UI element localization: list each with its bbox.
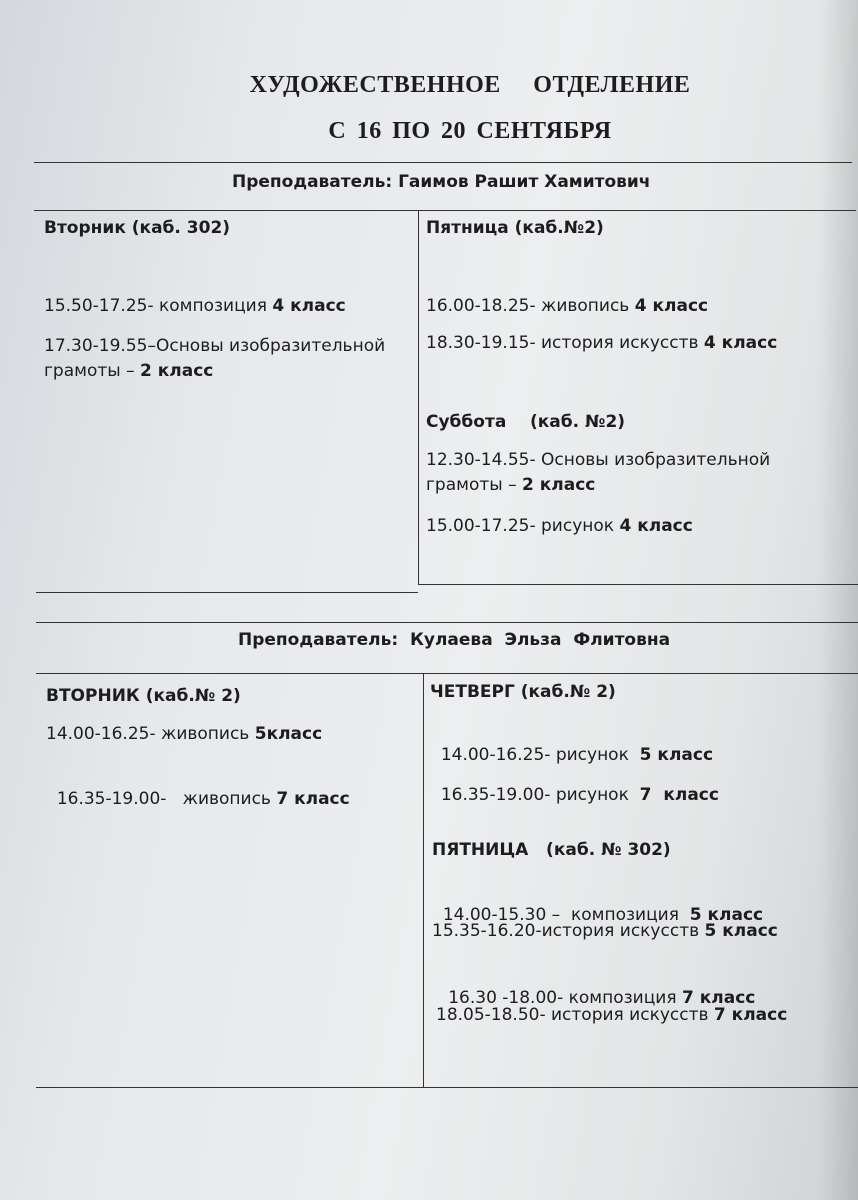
- lesson-text: 14.00-16.25- рисунок: [440, 745, 640, 765]
- lesson-text: 15.00-17.25- рисунок: [426, 516, 620, 536]
- lesson-text: 18.30-19.15- история искусств: [426, 333, 704, 353]
- table2-bottom-border: [36, 1087, 858, 1088]
- table1-left-bottom-border: [36, 592, 418, 593]
- lesson-text: 15.50-17.25- композиция: [44, 296, 273, 316]
- table2-column-divider: [423, 673, 424, 1088]
- teacher1-day-saturday: Суббота (каб. №2): [426, 412, 626, 432]
- teacher1-day-friday: Пятница (каб.№2): [426, 218, 604, 238]
- lesson-grade: 5класс: [254, 724, 323, 744]
- table1-header-border: [34, 210, 856, 211]
- date-range: С 16 ПО 20 СЕНТЯБРЯ: [328, 118, 612, 144]
- lesson-text: 14.00-15.30 – композиция: [442, 905, 690, 925]
- teacher1-day-tuesday: Вторник (каб. 302): [44, 218, 231, 238]
- lesson-grade: 4 класс: [634, 296, 709, 316]
- lesson-grade: 4 класс: [619, 516, 693, 536]
- lesson-grade: 5 класс: [704, 921, 778, 941]
- lesson-text: 14.00-16.25- живопись: [46, 724, 255, 744]
- lesson-text: 16.35-19.00- живопись: [56, 789, 277, 809]
- lesson-grade: 7 класс: [681, 988, 756, 1008]
- lesson-grade: 4 класс: [272, 296, 346, 316]
- teacher2-day-tuesday: ВТОРНИК (каб.№ 2): [46, 686, 241, 706]
- lesson-text: 17.30-19.55–Основы изобразительной грамоты –: [44, 336, 386, 381]
- lesson-grade: 2 класс: [522, 475, 596, 495]
- schedule-row: [426, 448, 786, 498]
- schedule-row: [44, 294, 346, 319]
- lesson-grade: 5 класс: [639, 745, 714, 765]
- lesson-text: 16.00-18.25- живопись: [426, 296, 635, 316]
- schedule-row: [426, 294, 708, 319]
- schedule-row: [432, 919, 778, 944]
- schedule-row: [44, 334, 414, 384]
- paper-shadow: [818, 0, 858, 1200]
- lesson-grade: 7 класс: [276, 789, 350, 809]
- schedule-row: [426, 331, 777, 356]
- table1-top-border: [34, 162, 852, 163]
- page-title: ХУДОЖЕСТВЕННОЕ ОТДЕЛЕНИЕ: [249, 72, 691, 98]
- lesson-text: 12.30-14.55- Основы изобразительной грамоты –: [426, 450, 771, 495]
- lesson-grade: 2 класс: [140, 361, 214, 381]
- teacher2-name: Преподаватель: Кулаева Эльза Флитовна: [238, 630, 671, 650]
- schedule-row: [426, 514, 693, 539]
- teacher2-day-thursday: ЧЕТВЕРГ (каб.№ 2): [430, 682, 616, 702]
- table1-column-divider: [418, 210, 419, 585]
- schedule-row: [430, 758, 719, 808]
- lesson-grade: 5 класс: [689, 905, 764, 925]
- table1-bottom-border: [418, 584, 858, 585]
- lesson-grade: 7 класс: [639, 785, 719, 805]
- table2-top-border: [36, 622, 858, 623]
- lesson-text: 16.35-19.00- рисунок: [440, 785, 640, 805]
- teacher2-day-friday: ПЯТНИЦА (каб. № 302): [432, 840, 671, 860]
- schedule-row: [436, 1003, 787, 1028]
- lesson-grade: 4 класс: [703, 333, 778, 353]
- lesson-grade: 7 класс: [713, 1005, 788, 1025]
- lesson-text: 15.35-16.20-история искусств: [432, 921, 705, 941]
- lesson-text: 16.30 -18.00- композиция: [442, 988, 682, 1008]
- schedule-row: [46, 722, 322, 747]
- table2-header-border: [36, 673, 858, 674]
- lesson-text: 18.05-18.50- история искусств: [436, 1005, 714, 1025]
- teacher1-name: Преподаватель: Гаимов Рашит Хамитович: [232, 172, 651, 192]
- schedule-row: [46, 762, 350, 812]
